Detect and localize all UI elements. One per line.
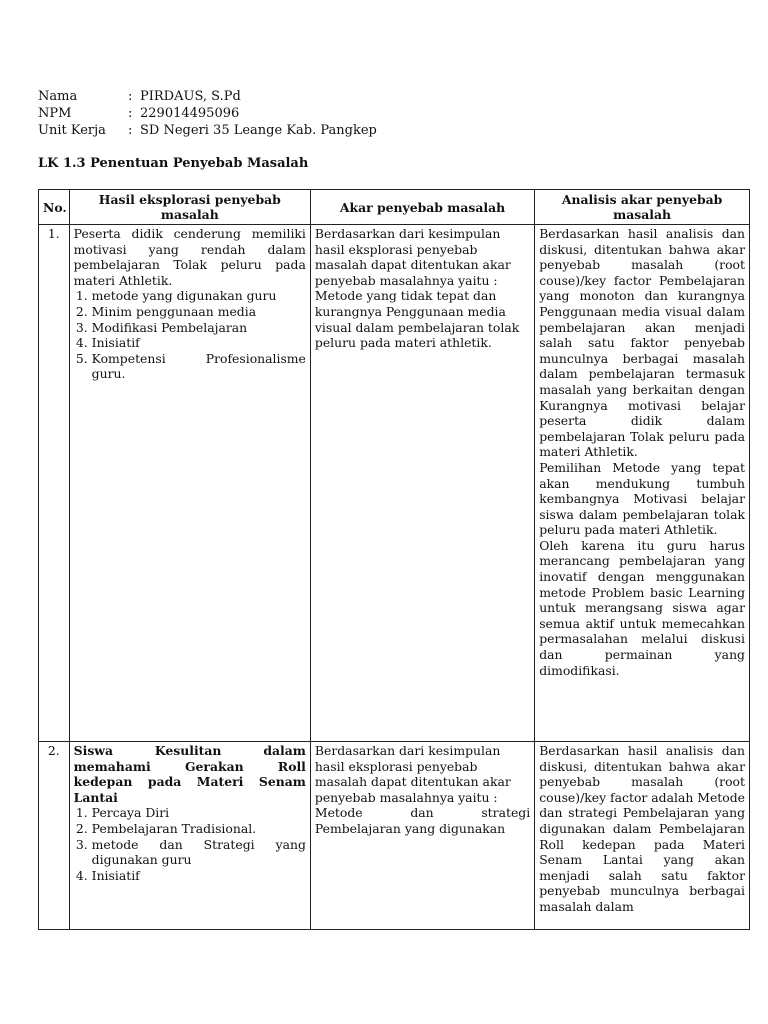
analisis-paragraph: Berdasarkan hasil analisis dan diskusi, ditentukan bahwa akar penyebab masalah (root couse)/key factor Pembelajaran yang monoton dan kurangnya Penggunaan media visual dalam pembelajaran akan menjadi salah satu faktor penyebab munculnya berbagai masalah dalam pembelajaran termasuk masalah yang berkaitan dengan Kurangnya motivasi belajar peserta didik dalam pembelajaran Tolak peluru pada materi Athletik. bbox=[539, 226, 745, 460]
unit-kerja-label: Unit Kerja bbox=[38, 123, 106, 138]
akar-text-intro: Berdasarkan dari kesimpulan hasil eksplorasi penyebab masalah dapat ditentukan akar penyebab masalahnya yaitu : bbox=[314, 226, 511, 288]
table-row bbox=[39, 225, 750, 742]
list-item: 1. Percaya Diri bbox=[92, 805, 306, 821]
row-number: 2. bbox=[39, 742, 70, 930]
separator: : bbox=[128, 123, 133, 138]
akar-penyebab-cell bbox=[310, 225, 534, 742]
npm-value: 229014495096 bbox=[140, 106, 240, 121]
separator: : bbox=[128, 106, 133, 121]
list-item: 2. Minim penggunaan media bbox=[92, 304, 306, 320]
nama-value: PIRDAUS, S.Pd bbox=[140, 89, 241, 104]
list-item: 5. Kompetensi Profesionalisme guru. bbox=[92, 351, 306, 382]
npm-label: NPM bbox=[38, 106, 72, 121]
analisis-cell bbox=[535, 225, 750, 742]
akar-text-intro: Berdasarkan dari kesimpulan hasil eksplorasi penyebab masalah dapat ditentukan akar penyebab masalahnya yaitu : bbox=[314, 743, 511, 805]
identity-block bbox=[38, 88, 377, 139]
list-item: 3. Modifikasi Pembelajaran bbox=[92, 320, 306, 336]
identity-npm bbox=[38, 105, 377, 122]
penyebab-masalah-table bbox=[38, 189, 750, 930]
hasil-lead-text: Siswa Kesulitan dalam memahami Gerakan Roll kedepan pada Materi Senam Lantai bbox=[73, 743, 306, 805]
header-akar-penyebab: Akar penyebab masalah bbox=[310, 190, 534, 225]
analisis-cell bbox=[535, 742, 750, 930]
section-heading: LK 1.3 Penentuan Penyebab Masalah bbox=[38, 156, 309, 171]
hasil-eksplorasi-cell bbox=[69, 742, 310, 930]
separator: : bbox=[128, 89, 133, 104]
hasil-lead-text: Peserta didik cenderung memiliki motivasi yang rendah dalam pembelajaran Tolak peluru pada materi Athletik. bbox=[73, 226, 306, 288]
identity-nama bbox=[38, 88, 377, 105]
analisis-paragraph: Pemilihan Metode yang tepat akan mendukung tumbuh kembangnya Motivasi belajar siswa dalam pembelajaran tolak peluru pada materi Athletik. bbox=[539, 459, 745, 538]
analisis-paragraph: Berdasarkan hasil analisis dan diskusi, ditentukan bahwa akar penyebab masalah (root couse)/key factor adalah Metode dan strategi Pembelajaran yang digunakan dalam Pembelajaran Roll kedepan pada Materi Senam Lantai yang akan menjadi salah satu faktor penyebab munculnya berbagai masalah dalam bbox=[539, 743, 745, 914]
header-hasil-eksplorasi: Hasil eksplorasi penyebab masalah bbox=[69, 190, 310, 225]
row-number: 1. bbox=[39, 225, 70, 742]
hasil-list bbox=[74, 805, 306, 883]
identity-unit-kerja bbox=[38, 122, 377, 139]
unit-kerja-value: SD Negeri 35 Leange Kab. Pangkep bbox=[140, 123, 377, 138]
list-item: 3. metode dan Strategi yang digunakan guru bbox=[92, 837, 306, 868]
list-item: 2. Pembelajaran Tradisional. bbox=[92, 821, 306, 837]
list-item: 4. Inisiatif bbox=[92, 868, 306, 884]
header-analisis: Analisis akar penyebab masalah bbox=[535, 190, 750, 225]
akar-penyebab-cell bbox=[310, 742, 534, 930]
table-row bbox=[39, 742, 750, 930]
akar-text-conclusion: Metode yang tidak tepat dan kurangnya Penggunaan media visual dalam pembelajaran tolak peluru pada materi athletik. bbox=[314, 288, 520, 351]
nama-label: Nama bbox=[38, 89, 78, 104]
analisis-paragraph: Oleh karena itu guru harus merancang pembelajaran yang inovatif dengan menggunakan metode Problem basic Learning untuk merangsang siswa agar semua aktif untuk memecahkan permasalahan melalui diskusi dan permainan yang dimodifikasi. bbox=[539, 537, 745, 678]
list-item: 1. metode yang digunakan guru bbox=[92, 288, 306, 304]
table-header-row bbox=[39, 190, 750, 225]
hasil-list bbox=[74, 288, 306, 382]
hasil-eksplorasi-cell bbox=[69, 225, 310, 742]
list-item: 4. Inisiatif bbox=[92, 335, 306, 351]
akar-text-conclusion: Metode dan strategi Pembelajaran yang digunakan bbox=[314, 805, 531, 836]
header-no: No. bbox=[39, 190, 70, 225]
